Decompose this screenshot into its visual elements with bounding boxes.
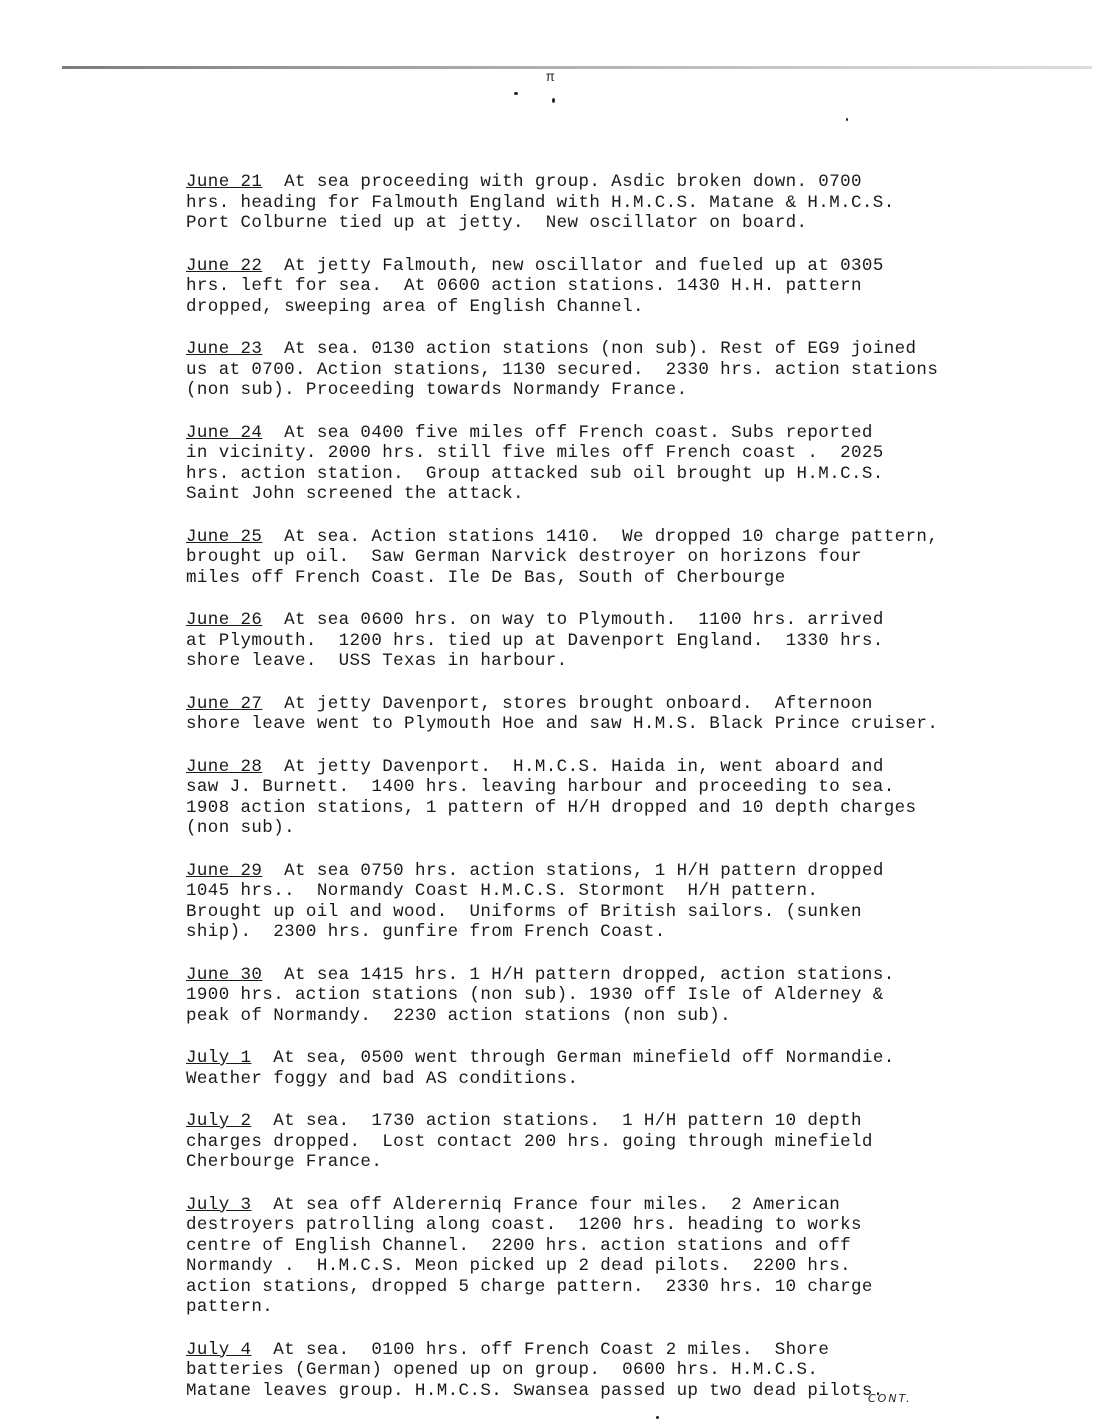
entry-line: At sea 1415 hrs. 1 H/H pattern dropped, action stations.	[284, 964, 895, 985]
diary-entries	[186, 172, 1066, 1401]
entry-june-29	[186, 861, 1066, 943]
entry-date: June 28	[186, 756, 263, 777]
entry-line: Brought up oil and wood. Uniforms of British sailors. (sunken	[186, 901, 862, 922]
entry-june-23	[186, 339, 1066, 401]
top-mark: π	[546, 70, 555, 86]
entry-line: Saint John screened the attack.	[186, 484, 524, 504]
entry-line: Matane leaves group. H.M.C.S. Swansea passed up two dead pilots.	[186, 1380, 884, 1401]
entry-line: hrs. heading for Falmouth England with H.M.C.S. Matane & H.M.C.S.	[186, 192, 895, 213]
entry-june-24	[186, 423, 1066, 505]
entry-line: At jetty Falmouth, new oscillator and fueled up at 0305	[284, 255, 884, 276]
entry-line: brought up oil. Saw German Narvick destroyer on horizons four	[186, 547, 862, 567]
entry-line: At sea 0600 hrs. on way to Plymouth. 1100 hrs. arrived	[284, 610, 884, 630]
entry-july-2	[186, 1111, 1066, 1173]
entry-line: dropped, sweeping area of English Channel.	[186, 296, 644, 317]
entry-date: June 29	[186, 860, 263, 881]
entry-line: At sea proceeding with group. Asdic broken down. 0700	[284, 172, 862, 192]
entry-date: July 3	[186, 1194, 252, 1215]
entry-july-3	[186, 1195, 1066, 1318]
entry-date: June 25	[186, 526, 263, 547]
entry-line: At jetty Davenport. H.M.C.S. Haida in, went aboard and	[284, 756, 884, 777]
entry-line: hrs. action station. Group attacked sub oil brought up H.M.C.S.	[186, 463, 884, 484]
entry-line: miles off French Coast. Ile De Bas, South of Cherbourge	[186, 567, 786, 588]
entry-line: hrs. left for sea. At 0600 action stations. 1430 H.H. pattern	[186, 276, 862, 296]
entry-june-26	[186, 610, 1066, 672]
entry-line: At sea 0400 five miles off French coast. Subs reported	[284, 422, 873, 443]
entry-june-27	[186, 694, 1066, 735]
speck-1	[514, 92, 518, 95]
entry-line: (non sub).	[186, 818, 296, 838]
entry-line: pattern.	[186, 1297, 274, 1317]
entry-line: At sea. Action stations 1410. We dropped 10 charge pattern,	[284, 526, 939, 547]
entry-line: us at 0700. Action stations, 1130 secured. 2330 hrs. action stations	[186, 359, 939, 380]
entry-line: Cherbourge France.	[186, 1152, 383, 1172]
entry-line: At sea off Aldererniq France four miles. 2 American	[273, 1194, 841, 1215]
entry-date: July 2	[186, 1111, 252, 1131]
entry-july-1	[186, 1048, 1066, 1089]
continued-note: CONT.	[868, 1392, 912, 1405]
entry-line: ship). 2300 hrs. gunfire from French Coast.	[186, 922, 666, 942]
entry-line: 1908 action stations, 1 pattern of H/H dropped and 10 depth charges	[186, 797, 917, 818]
entry-line: action stations, dropped 5 charge pattern. 2330 hrs. 10 charge	[186, 1276, 873, 1297]
entry-line: 1045 hrs.. Normandy Coast H.M.C.S. Stormont H/H pattern.	[186, 881, 819, 901]
entry-date: June 21	[186, 172, 263, 192]
entry-june-28	[186, 757, 1066, 839]
entry-date: June 24	[186, 422, 263, 443]
entry-line: charges dropped. Lost contact 200 hrs. going through minefield	[186, 1131, 873, 1152]
top-rule	[62, 66, 1092, 69]
entry-line: batteries (German) opened up on group. 0600 hrs. H.M.C.S.	[186, 1360, 819, 1380]
entry-date: July 4	[186, 1339, 252, 1360]
entry-line: Weather foggy and bad AS conditions.	[186, 1068, 579, 1089]
entry-line: At sea, 0500 went through German minefield off Normandie.	[273, 1048, 895, 1068]
entry-line: (non sub). Proceeding towards Normandy France.	[186, 380, 688, 400]
entry-june-21	[186, 172, 1066, 234]
entry-june-22	[186, 256, 1066, 318]
speck-4	[656, 1416, 659, 1419]
entry-line: peak of Normandy. 2230 action stations (non sub).	[186, 1005, 732, 1026]
entry-date: July 1	[186, 1048, 252, 1068]
entry-line: saw J. Burnett. 1400 hrs. leaving harbour and proceeding to sea.	[186, 777, 895, 797]
entry-line: At sea. 0100 hrs. off French Coast 2 miles. Shore	[273, 1339, 830, 1360]
entry-july-4	[186, 1340, 1066, 1402]
entry-june-30	[186, 965, 1066, 1027]
entry-line: At sea. 0130 action stations (non sub). Rest of EG9 joined	[284, 339, 917, 359]
entry-line: destroyers patrolling along coast. 1200 hrs. heading to works	[186, 1215, 862, 1235]
entry-date: June 30	[186, 964, 263, 985]
speck-2	[552, 98, 555, 103]
entry-line: centre of English Channel. 2200 hrs. action stations and off	[186, 1235, 852, 1256]
entry-line: At sea. 1730 action stations. 1 H/H pattern 10 depth	[273, 1111, 862, 1131]
entry-date: June 23	[186, 339, 263, 359]
entry-line: Normandy . H.M.C.S. Meon picked up 2 dead pilots. 2200 hrs.	[186, 1256, 852, 1276]
entry-line: shore leave went to Plymouth Hoe and saw H.M.S. Black Prince cruiser.	[186, 714, 939, 734]
entry-line: At jetty Davenport, stores brought onboard. Afternoon	[284, 693, 873, 714]
entry-line: 1900 hrs. action stations (non sub). 1930 off Isle of Alderney &	[186, 985, 884, 1005]
entry-date: June 27	[186, 693, 263, 714]
entry-date: June 22	[186, 255, 263, 276]
entry-june-25	[186, 527, 1066, 589]
entry-line: Port Colburne tied up at jetty. New oscillator on board.	[186, 213, 808, 233]
entry-date: June 26	[186, 610, 263, 630]
entry-line: at Plymouth. 1200 hrs. tied up at Davenport England. 1330 hrs.	[186, 630, 884, 651]
entry-line: in vicinity. 2000 hrs. still five miles off French coast . 2025	[186, 443, 884, 463]
speck-3	[846, 118, 848, 121]
entry-line: At sea 0750 hrs. action stations, 1 H/H pattern dropped	[284, 860, 884, 881]
entry-line: shore leave. USS Texas in harbour.	[186, 651, 568, 671]
